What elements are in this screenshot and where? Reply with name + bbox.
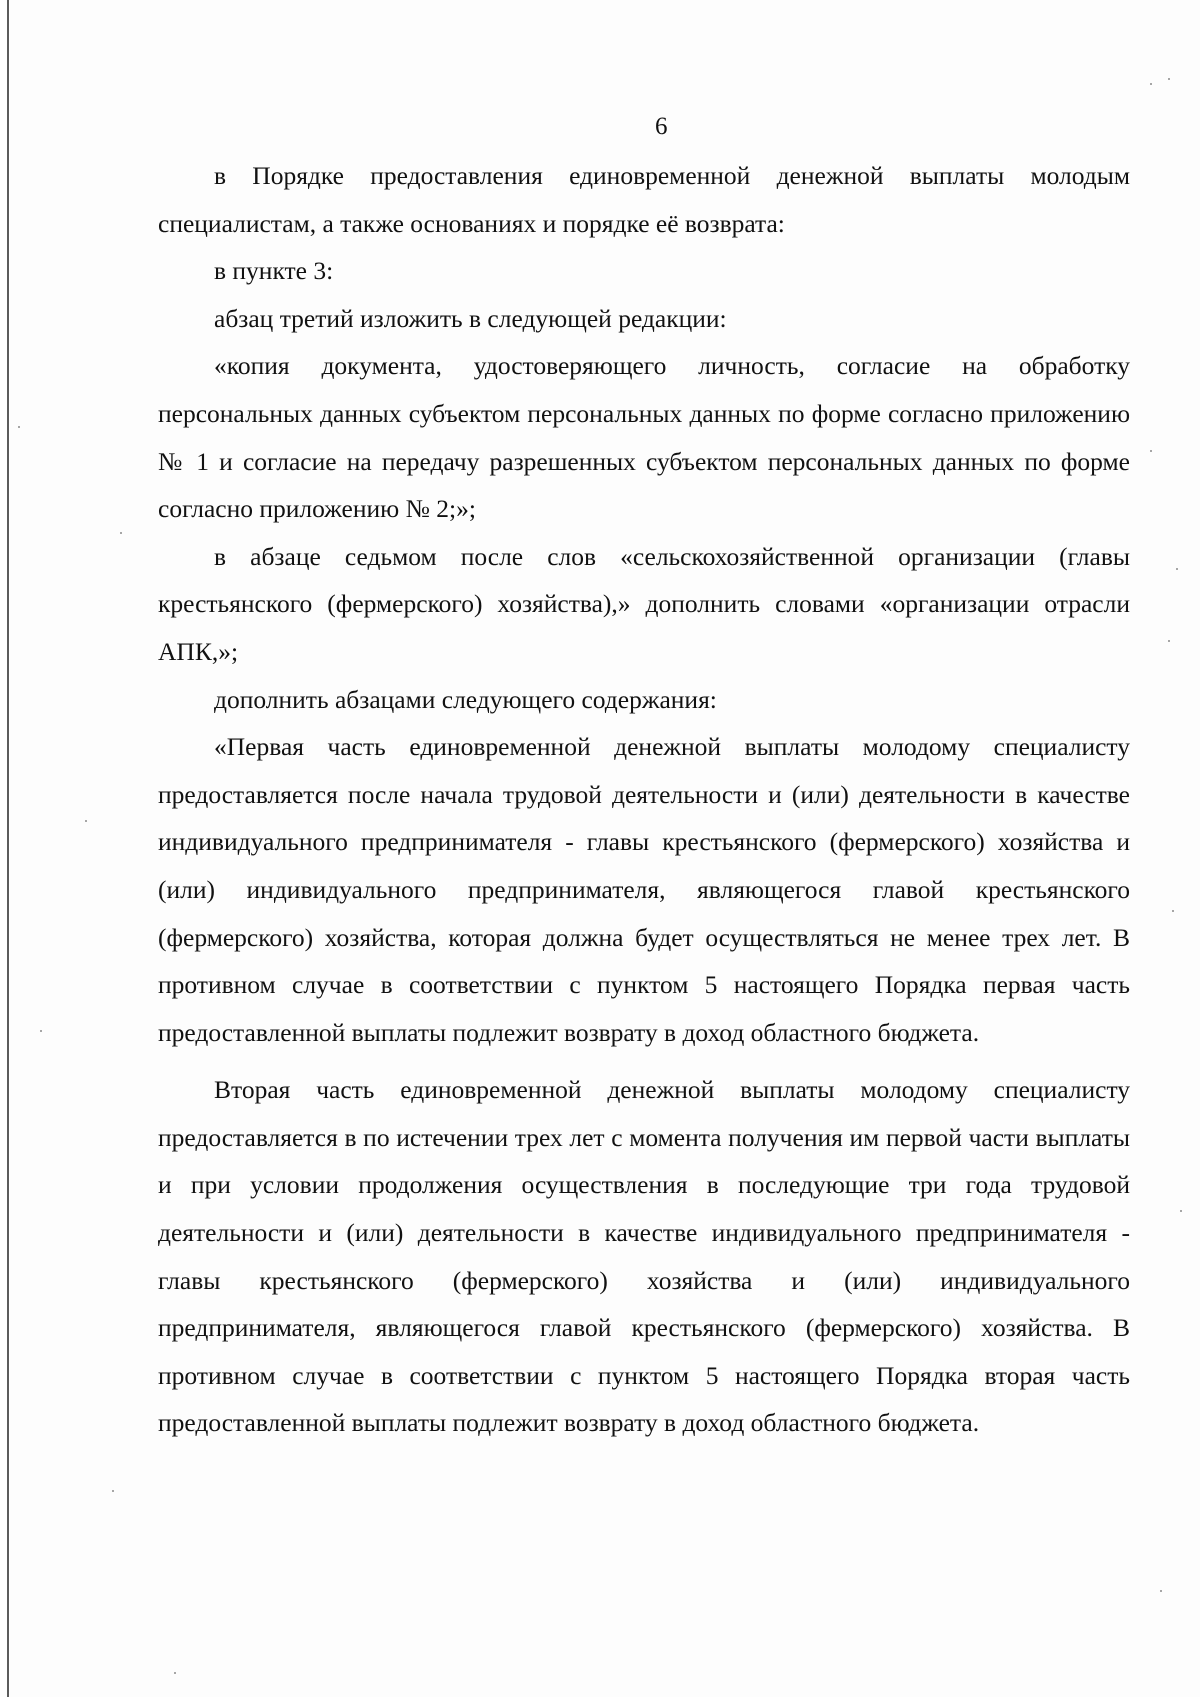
paragraph-add-abzacs: дополнить абзацами следующего содержания: <box>214 684 717 714</box>
paragraph-first-part: «Первая часть единовременной денежной выплаты молодому специалисту предоставляется после начала трудовой деятельности и (или) деятельности в качестве индивидуального предпринимателя - главы крестьянского (фермерского) хозяйства и (или) индивидуального предпринимателя, являющегося главой крестьянского (фермерского) хозяйства, которая должна будет осуществляться не менее трех лет. В противном случае в соответствии с пунктом 5 настоящего Порядка первая часть предоставленной выплаты подлежит возврату в доход областного бюджета. <box>158 732 1130 1047</box>
paragraph-third-abzac: абзац третий изложить в следующей редакции: <box>214 303 727 333</box>
scan-speck <box>1180 1210 1182 1212</box>
scan-speck <box>1172 910 1174 912</box>
paragraph-point-3: в пункте 3: <box>214 256 334 286</box>
scan-speck <box>40 1030 42 1032</box>
scan-speck <box>18 426 20 428</box>
scan-speck <box>1160 1590 1162 1592</box>
scan-speck <box>1150 450 1152 452</box>
page-number: 6 <box>655 113 668 140</box>
scan-speck <box>120 532 122 534</box>
scan-speck <box>112 1490 114 1492</box>
paragraph-quoted-documents: «копия документа, удостоверяющего личность, согласие на обработку персональных данных субъектом персональных данных по форме согласно приложению № 1 и согласие на передачу разрешенных субъектом персональных данных по форме согласно приложению № 2;»; <box>158 351 1130 524</box>
scan-speck <box>1168 640 1170 642</box>
scan-speck <box>1168 78 1170 80</box>
paragraph-seventh-abzac: в абзаце седьмом после слов «сельскохозяйственной организации (главы крестьянского (фермерского) хозяйства),» дополнить словами «организации отрасли АПК,»; <box>158 541 1130 666</box>
document-body <box>158 152 1130 1447</box>
paragraph-second-part: Вторая часть единовременной денежной выплаты молодому специалисту предоставляется в по истечении трех лет с момента получения им первой части выплаты и при условии продолжения осуществления в последующие три года трудовой деятельности и (или) деятельности в качестве индивидуального предпринимателя - главы крестьянского (фермерского) хозяйства и (или) индивидуального предпринимателя, являющегося главой крестьянского (фермерского) хозяйства. В противном случае в соответствии с пунктом 5 настоящего Порядка вторая часть предоставленной выплаты подлежит возврату в доход областного бюджета. <box>158 1075 1130 1438</box>
scan-speck <box>1176 568 1178 570</box>
scan-speck <box>174 1672 176 1674</box>
scan-left-edge <box>7 0 9 1697</box>
scan-speck <box>85 820 87 822</box>
scan-speck <box>1150 83 1152 85</box>
paragraph-order-intro: в Порядке предоставления единовременной денежной выплаты молодым специалистам, а также основаниях и порядке её возврата: <box>158 161 1130 238</box>
